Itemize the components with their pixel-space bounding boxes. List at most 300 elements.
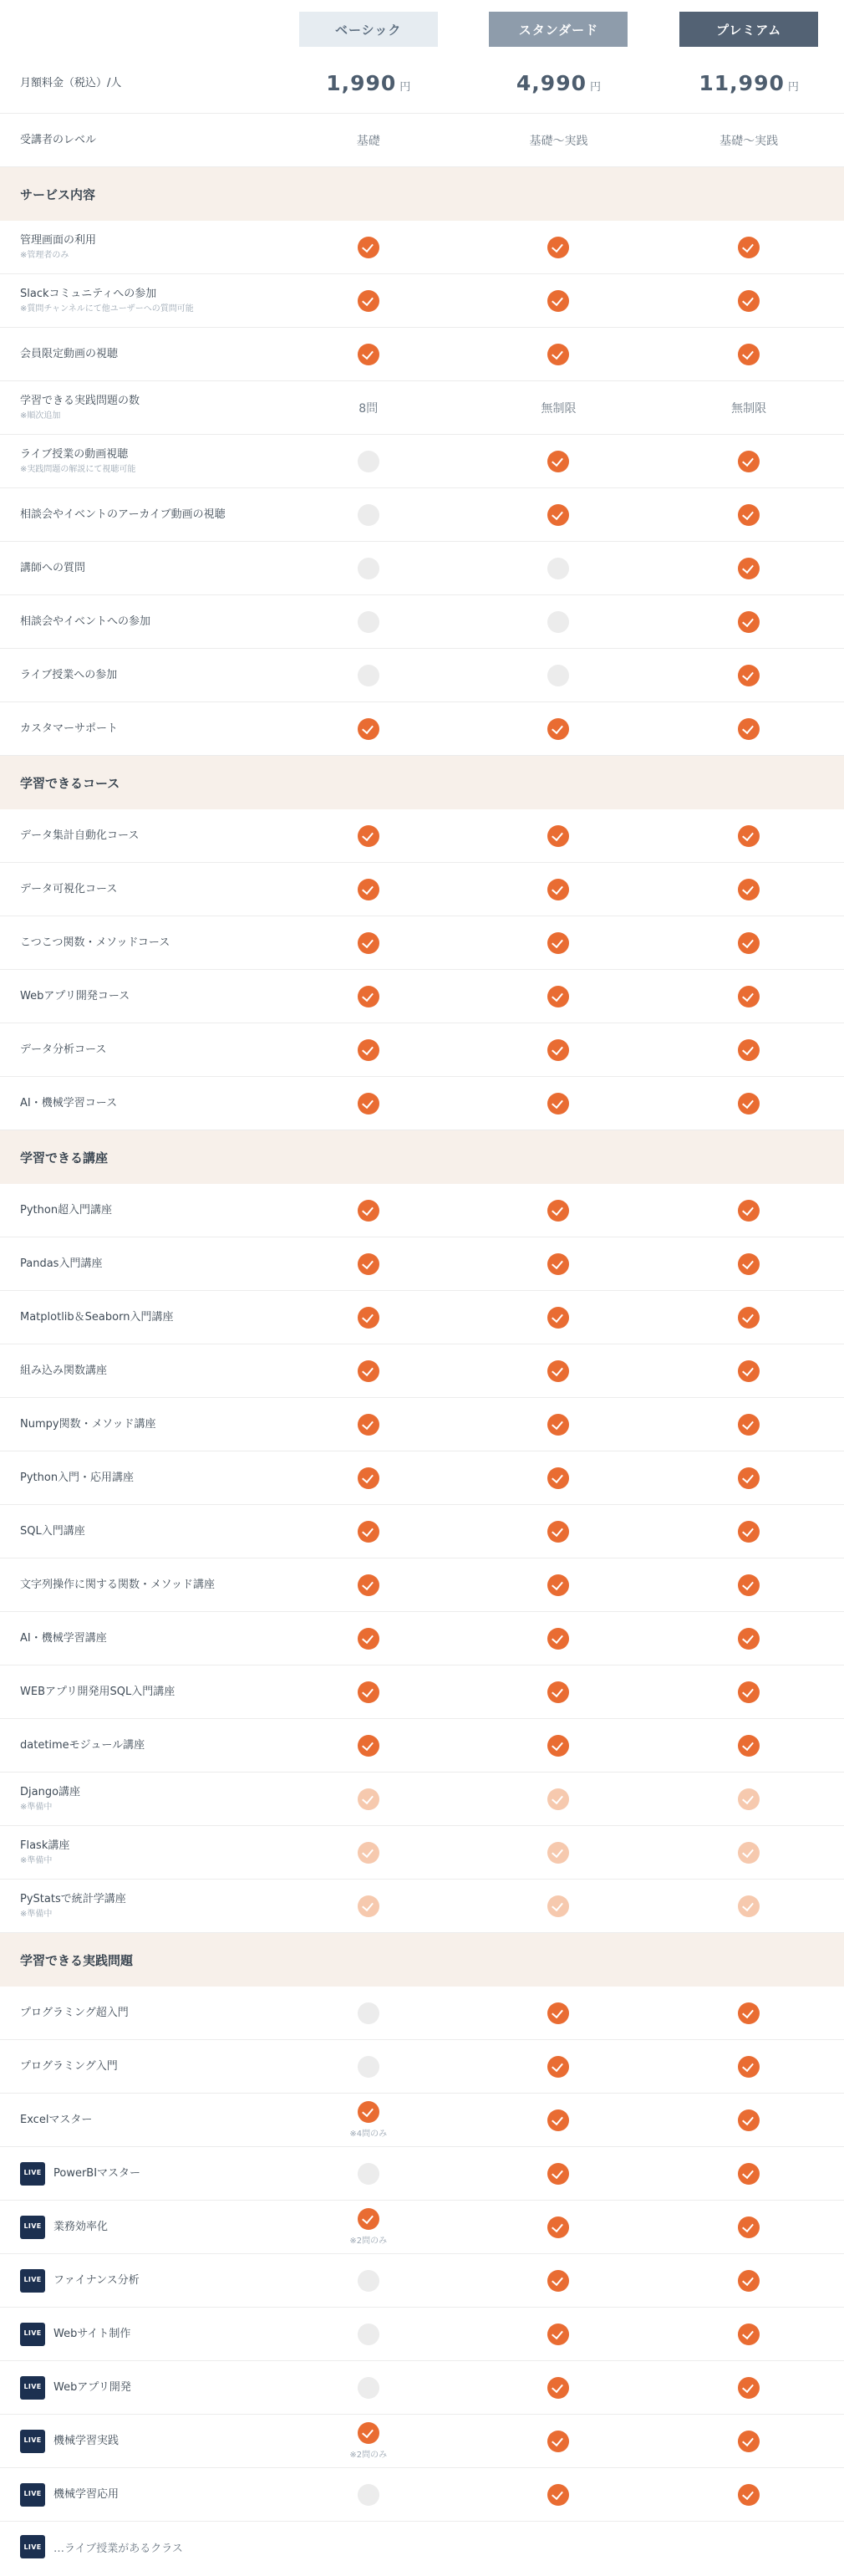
check-icon	[547, 504, 569, 526]
cell-basic	[273, 1521, 464, 1543]
check-icon	[738, 2163, 760, 2185]
check-icon	[738, 237, 760, 258]
feature-label-text: Slackコミュニティへの参加	[20, 287, 157, 300]
cell-standard	[464, 451, 654, 472]
feature-label-wrap	[20, 1524, 273, 1539]
feature-label-text-box	[20, 936, 170, 951]
feature-label	[0, 2323, 273, 2346]
feature-label-text: 講師への質問	[20, 561, 86, 574]
cell-premium	[653, 1681, 844, 1703]
feature-label-text: カスタマーサポート	[20, 722, 119, 735]
check-icon	[358, 344, 379, 365]
check-icon	[738, 558, 760, 579]
price-unit: 円	[589, 81, 601, 94]
check-icon	[358, 1039, 379, 1061]
level-premium: 基礎〜実践	[719, 134, 779, 148]
feature-note: ※実践問題の解説にて視聴可能	[20, 464, 136, 474]
cell-standard	[464, 558, 654, 579]
cell-standard	[464, 1307, 654, 1329]
check-icon	[547, 1735, 569, 1757]
feature-label-wrap	[20, 722, 273, 737]
cell-basic	[273, 1628, 464, 1650]
level-standard: 基礎〜実践	[529, 134, 588, 148]
empty-circle-icon	[547, 611, 569, 633]
cell-basic	[273, 1895, 464, 1917]
feature-label	[0, 508, 273, 523]
check-icon	[738, 879, 760, 900]
feature-label-wrap	[20, 347, 273, 362]
feature-label	[0, 1417, 273, 1432]
feature-label-wrap	[20, 615, 273, 630]
feature-label-text: ファイナンス分析	[53, 2273, 140, 2287]
live-badge-icon: LIVE	[20, 2323, 45, 2346]
check-icon	[738, 1467, 760, 1489]
check-icon	[547, 1574, 569, 1596]
feature-label	[0, 1578, 273, 1593]
cell-premium	[653, 451, 844, 472]
feature-row	[0, 1665, 844, 1719]
cell-standard	[464, 986, 654, 1007]
check-icon	[738, 1200, 760, 1222]
cell-premium	[653, 2216, 844, 2238]
feature-row	[0, 488, 844, 542]
feature-label-text: 相談会やイベントへの参加	[20, 615, 151, 628]
live-legend	[0, 2522, 844, 2572]
price-premium	[653, 71, 844, 95]
cell-premium	[653, 2431, 844, 2452]
feature-label-wrap	[20, 2162, 273, 2186]
feature-label-wrap	[20, 1685, 273, 1700]
feature-label-wrap	[20, 936, 273, 951]
cell-basic	[273, 558, 464, 579]
cell-premium	[653, 1093, 844, 1115]
cell-standard	[464, 344, 654, 365]
empty-circle-icon	[547, 665, 569, 686]
feature-label-text-box	[53, 2380, 131, 2395]
check-icon	[547, 2163, 569, 2185]
live-badge-icon: LIVE	[20, 2535, 45, 2558]
feature-label-text: 学習できる実践問題の数	[20, 394, 140, 407]
cell-premium	[653, 400, 844, 416]
feature-label-text-box	[20, 829, 139, 844]
cell-basic	[273, 1039, 464, 1061]
check-icon	[358, 1681, 379, 1703]
check-icon	[358, 986, 379, 1007]
cell-premium	[653, 665, 844, 686]
cell-standard	[464, 718, 654, 740]
feature-label-text-box	[20, 722, 118, 737]
cell-standard	[464, 1093, 654, 1115]
check-faded-icon	[547, 1788, 569, 1810]
check-icon	[358, 1521, 379, 1543]
check-icon	[358, 1414, 379, 1436]
cell-premium	[653, 932, 844, 954]
section-header: サービス内容	[0, 167, 844, 221]
feature-label	[0, 1096, 273, 1111]
feature-label	[0, 615, 273, 630]
cell-premium	[653, 2377, 844, 2399]
check-icon	[547, 2216, 569, 2238]
live-legend-text: …ライブ授業があるクラス	[53, 2542, 183, 2555]
cell-standard	[464, 665, 654, 686]
cell-standard	[464, 2109, 654, 2131]
cell-note: ※2問のみ	[349, 2451, 388, 2460]
cell-premium	[653, 1521, 844, 1543]
check-icon	[358, 1360, 379, 1382]
cell-standard	[464, 504, 654, 526]
check-icon	[738, 2270, 760, 2292]
feature-label-text: PyStatsで統計学講座	[20, 1892, 126, 1905]
empty-circle-icon	[358, 558, 379, 579]
feature-row	[0, 970, 844, 1023]
feature-label-text: AI・機械学習講座	[20, 1631, 107, 1645]
feature-label	[0, 2483, 273, 2507]
check-icon	[738, 2377, 760, 2399]
feature-label-text-box	[53, 2327, 130, 2342]
feature-row	[0, 809, 844, 863]
check-icon	[358, 2101, 379, 2123]
empty-circle-icon	[358, 2002, 379, 2024]
feature-label-wrap	[20, 1257, 273, 1272]
cell-standard	[464, 1895, 654, 1917]
cell-standard	[464, 1574, 654, 1596]
feature-label-text-box	[20, 1785, 80, 1813]
cell-standard	[464, 2163, 654, 2185]
check-icon	[547, 2002, 569, 2024]
feature-label-text: ライブ授業の動画視聴	[20, 447, 129, 461]
feature-label-text-box	[20, 1738, 145, 1753]
cell-standard	[464, 1681, 654, 1703]
cell-premium	[653, 611, 844, 633]
check-icon	[738, 718, 760, 740]
feature-label	[0, 2376, 273, 2400]
check-icon	[738, 1093, 760, 1115]
cell-premium	[653, 986, 844, 1007]
feature-label	[0, 668, 273, 683]
check-icon	[738, 986, 760, 1007]
feature-label-text: Matplotlib＆Seaborn入門講座	[20, 1310, 174, 1324]
cell-standard	[464, 1253, 654, 1275]
level-basic: 基礎	[356, 134, 380, 148]
feature-label-text: Python超入門講座	[20, 1203, 113, 1217]
check-icon	[547, 344, 569, 365]
cell-standard	[464, 1735, 654, 1757]
cell-basic	[273, 2056, 464, 2078]
feature-label-text-box	[20, 668, 117, 683]
plan-tab-basic: ベーシック	[299, 12, 438, 47]
feature-label-text: 管理画面の利用	[20, 233, 97, 247]
cell-premium	[653, 237, 844, 258]
check-icon	[738, 290, 760, 312]
check-icon	[547, 2324, 569, 2345]
feature-label-text: プログラミング入門	[20, 2059, 118, 2073]
feature-row	[0, 595, 844, 649]
level-label: 受講者のレベル	[20, 133, 97, 146]
check-icon	[738, 611, 760, 633]
check-icon	[547, 1414, 569, 1436]
cell-basic	[273, 2208, 464, 2246]
feature-row	[0, 1291, 844, 1344]
feature-label-text: 業務効率化	[53, 2220, 109, 2233]
cell-basic	[273, 1414, 464, 1436]
check-icon	[738, 2216, 760, 2238]
feature-label-wrap	[20, 561, 273, 576]
feature-row	[0, 1987, 844, 2040]
feature-label-text: Webサイト制作	[53, 2327, 131, 2340]
plan-col-standard	[464, 12, 654, 54]
check-icon	[738, 504, 760, 526]
check-faded-icon	[547, 1842, 569, 1864]
feature-row	[0, 1451, 844, 1505]
feature-label-text-box	[20, 1257, 102, 1272]
header-spacer	[0, 12, 273, 54]
check-icon	[738, 2109, 760, 2131]
feature-label-wrap	[20, 508, 273, 523]
cell-basic	[273, 1253, 464, 1275]
check-icon	[547, 986, 569, 1007]
check-icon	[547, 879, 569, 900]
empty-circle-icon	[547, 558, 569, 579]
feature-label	[0, 882, 273, 897]
cell-premium	[653, 1414, 844, 1436]
feature-label	[0, 2216, 273, 2239]
feature-label	[0, 1839, 273, 1866]
check-icon	[358, 1467, 379, 1489]
check-icon	[547, 2431, 569, 2452]
feature-label-text-box	[20, 447, 135, 475]
check-icon	[547, 1628, 569, 1650]
feature-label	[0, 394, 273, 421]
check-icon	[358, 1307, 379, 1329]
feature-label	[0, 1524, 273, 1539]
feature-label-text: PowerBIマスター	[53, 2166, 141, 2180]
feature-label-text: ライブ授業への参加	[20, 668, 118, 681]
feature-label-wrap	[20, 2059, 273, 2074]
feature-label-wrap	[20, 1892, 273, 1920]
feature-label	[0, 233, 273, 261]
feature-row	[0, 863, 844, 916]
feature-label-wrap	[20, 1578, 273, 1593]
cell-standard	[464, 1414, 654, 1436]
feature-label	[0, 989, 273, 1004]
cell-basic	[273, 665, 464, 686]
feature-label-text: 組み込み関数講座	[20, 1364, 108, 1377]
feature-label-text-box	[20, 1631, 107, 1646]
feature-row	[0, 1773, 844, 1826]
feature-row	[0, 1505, 844, 1558]
feature-label-wrap	[20, 2483, 273, 2507]
feature-label-wrap	[20, 394, 273, 421]
cell-premium	[653, 2484, 844, 2506]
cell-premium	[653, 1574, 844, 1596]
feature-label	[0, 1631, 273, 1646]
feature-label-wrap	[20, 829, 273, 844]
live-badge-icon: LIVE	[20, 2269, 45, 2293]
feature-label-text-box	[20, 508, 226, 523]
cell-premium	[653, 1895, 844, 1917]
cell-premium	[653, 1307, 844, 1329]
feature-label	[0, 2113, 273, 2128]
cell-premium	[653, 2056, 844, 2078]
live-badge-icon: LIVE	[20, 2376, 45, 2400]
feature-label-text-box	[20, 1043, 106, 1058]
feature-label-text: データ可視化コース	[20, 882, 118, 895]
check-icon	[738, 1360, 760, 1382]
cell-note: ※2問のみ	[349, 2237, 388, 2246]
cell-standard	[464, 2324, 654, 2345]
feature-label	[0, 1310, 273, 1325]
empty-circle-icon	[358, 665, 379, 686]
feature-label-wrap	[20, 1203, 273, 1218]
feature-label-text-box	[20, 1524, 85, 1539]
cell-standard	[464, 1842, 654, 1864]
cell-standard	[464, 2431, 654, 2452]
price-row	[0, 54, 844, 114]
feature-label	[0, 1685, 273, 1700]
cell-premium	[653, 504, 844, 526]
price-label: 月額料金（税込）/人	[20, 76, 122, 89]
feature-label-wrap	[20, 2323, 273, 2346]
check-icon	[738, 344, 760, 365]
feature-row	[0, 1398, 844, 1451]
cell-basic	[273, 718, 464, 740]
check-icon	[738, 2324, 760, 2345]
check-icon	[738, 2002, 760, 2024]
feature-row	[0, 702, 844, 756]
cell-standard	[464, 2484, 654, 2506]
feature-row	[0, 381, 844, 435]
feature-label-wrap	[20, 2430, 273, 2453]
check-icon	[738, 932, 760, 954]
feature-label-wrap	[20, 2269, 273, 2293]
empty-circle-icon	[358, 2270, 379, 2292]
cell-standard	[464, 2002, 654, 2024]
feature-label-text-box	[53, 2166, 140, 2181]
live-badge-icon: LIVE	[20, 2216, 45, 2239]
check-faded-icon	[358, 1842, 379, 1864]
cell-basic	[273, 1788, 464, 1810]
feature-row	[0, 2308, 844, 2361]
feature-label-text: Webアプリ開発	[53, 2380, 131, 2394]
check-icon	[738, 2056, 760, 2078]
level-row	[0, 114, 844, 167]
cell-basic	[273, 932, 464, 954]
feature-label-wrap	[20, 2216, 273, 2239]
feature-label-text-box	[20, 1096, 117, 1111]
feature-label-wrap	[20, 447, 273, 475]
check-icon	[738, 1307, 760, 1329]
feature-label-text: WEBアプリ開発用SQL入門講座	[20, 1685, 175, 1698]
feature-label-wrap	[20, 882, 273, 897]
cell-basic	[273, 2377, 464, 2399]
feature-row	[0, 435, 844, 488]
cell-basic	[273, 2270, 464, 2292]
feature-label-wrap	[20, 989, 273, 1004]
feature-label-text: Numpy関数・メソッド講座	[20, 1417, 156, 1431]
check-faded-icon	[547, 1895, 569, 1917]
check-icon	[547, 290, 569, 312]
feature-row	[0, 2468, 844, 2522]
feature-row	[0, 1023, 844, 1077]
cell-basic	[273, 1467, 464, 1489]
cell-standard	[464, 2216, 654, 2238]
feature-label-text-box	[20, 1364, 107, 1379]
empty-circle-icon	[358, 504, 379, 526]
feature-label-text-box	[20, 1417, 156, 1432]
feature-row	[0, 1719, 844, 1773]
feature-label-text: SQL入門講座	[20, 1524, 85, 1538]
feature-label-text: データ分析コース	[20, 1043, 107, 1056]
empty-circle-icon	[358, 2056, 379, 2078]
cell-note: ※4問のみ	[349, 2130, 388, 2139]
feature-label-text: Python入門・応用講座	[20, 1471, 135, 1484]
check-icon	[547, 451, 569, 472]
feature-label-text: こつこつ関数・メソッドコース	[20, 936, 170, 949]
check-icon	[738, 1681, 760, 1703]
cell-premium	[653, 1628, 844, 1650]
section-header: 学習できる講座	[0, 1130, 844, 1184]
price-value: 1,990	[326, 71, 397, 95]
feature-label	[0, 1785, 273, 1813]
feature-label-wrap	[20, 1839, 273, 1866]
feature-note: ※質問チャンネルにて他ユーザーへの質問可能	[20, 304, 194, 314]
check-icon	[358, 1735, 379, 1757]
check-icon	[358, 1628, 379, 1650]
check-icon	[738, 825, 760, 847]
feature-label-text: AI・機械学習コース	[20, 1096, 118, 1109]
feature-label-text-box	[20, 882, 117, 897]
empty-circle-icon	[358, 2377, 379, 2399]
check-faded-icon	[358, 1788, 379, 1810]
cell-basic	[273, 1093, 464, 1115]
cell-standard	[464, 879, 654, 900]
cell-standard	[464, 1467, 654, 1489]
feature-label	[0, 829, 273, 844]
plan-tab-standard: スタンダード	[489, 12, 628, 47]
live-badge-icon: LIVE	[20, 2430, 45, 2453]
feature-label	[0, 936, 273, 951]
feature-label	[0, 1364, 273, 1379]
cell-standard	[464, 2056, 654, 2078]
cell-basic	[273, 986, 464, 1007]
live-badge-icon: LIVE	[20, 2483, 45, 2507]
check-icon	[547, 1200, 569, 1222]
feature-label-wrap	[20, 2376, 273, 2400]
feature-label-text-box	[20, 1892, 126, 1920]
check-icon	[547, 1467, 569, 1489]
feature-label-text-box	[20, 347, 118, 362]
check-icon	[358, 237, 379, 258]
feature-row	[0, 1237, 844, 1291]
feature-row	[0, 916, 844, 970]
cell-premium	[653, 2109, 844, 2131]
check-icon	[358, 1200, 379, 1222]
feature-row	[0, 2040, 844, 2094]
feature-label-text: Django講座	[20, 1785, 81, 1798]
empty-circle-icon	[358, 2484, 379, 2506]
check-icon	[358, 1093, 379, 1115]
feature-label	[0, 722, 273, 737]
cell-basic	[273, 2163, 464, 2185]
feature-label-wrap	[20, 1738, 273, 1753]
feature-label-text: 相談会やイベントのアーカイブ動画の視聴	[20, 508, 226, 521]
cell-basic	[273, 2101, 464, 2139]
feature-label-text-box	[53, 2487, 119, 2502]
check-icon	[358, 1253, 379, 1275]
cell-premium	[653, 558, 844, 579]
feature-label-text: プログラミング超入門	[20, 2006, 129, 2019]
cell-premium	[653, 1788, 844, 1810]
